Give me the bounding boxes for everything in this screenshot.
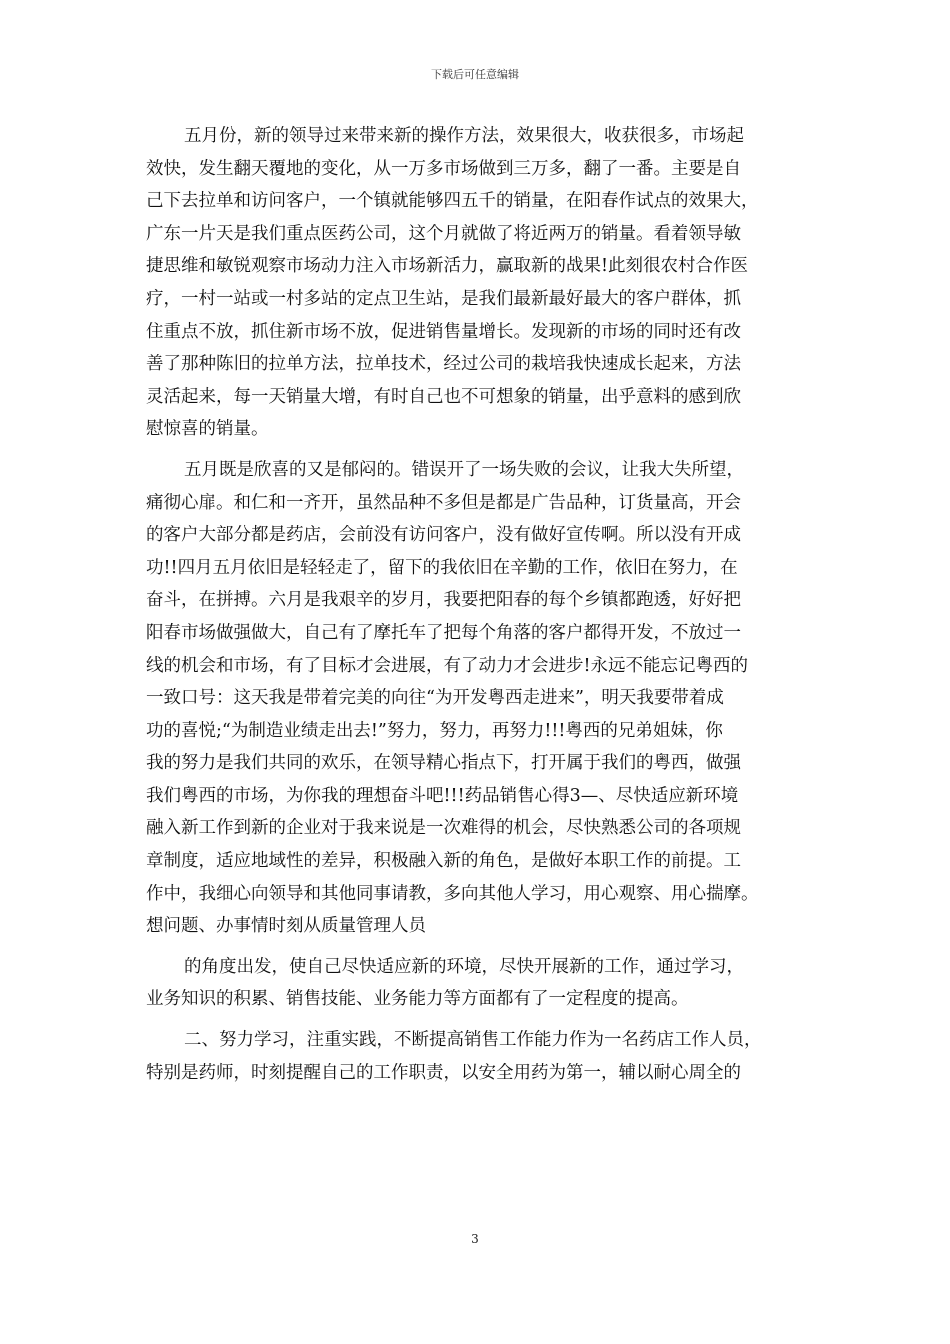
paragraph-line: 捷思维和敏锐观察市场动力注入市场新活力，赢取新的战果!此刻很农村合作医 xyxy=(146,256,749,277)
paragraph-line: 二、努力学习，注重实践，不断提高销售工作能力作为一名药店工作人员， xyxy=(184,1030,762,1051)
paragraph-line: 慰惊喜的销量。 xyxy=(146,419,269,440)
paragraph-line: 线的机会和市场，有了目标才会进展，有了动力才会进步!永远不能忘记粤西的 xyxy=(146,655,749,676)
paragraph-line: 广东一片天是我们重点医药公司，这个月就做了将近两万的销量。看着领导敏 xyxy=(146,223,741,244)
paragraph-line: 想问题、办事情时刻从质量管理人员 xyxy=(146,916,426,937)
page-header: 下载后可任意编辑 xyxy=(431,68,519,81)
paragraph-line: 融入新工作到新的企业对于我来说是一次难得的机会，尽快熟悉公司的各项规 xyxy=(146,818,741,839)
paragraph-line: 痛彻心扉。和仁和一齐开，虽然品种不多但是都是广告品种，订货量高，开会 xyxy=(146,492,741,513)
paragraph-line: 己下去拉单和访问客户，一个镇就能够四五千的销量，在阳春作试点的效果大， xyxy=(146,191,759,212)
paragraph-line: 我的努力是我们共同的欢乐，在领导精心指点下，打开属于我们的粤西，做强 xyxy=(146,753,741,774)
paragraph-line: 奋斗，在拼搏。六月是我艰辛的岁月，我要把阳春的每个乡镇都跑透，好好把 xyxy=(146,590,741,611)
paragraph-line: 住重点不放，抓住新市场不放，促进销售量增长。发现新的市场的同时还有改 xyxy=(146,321,741,342)
paragraph-line: 章制度，适应地域性的差异，积极融入新的角色，是做好本职工作的前提。工 xyxy=(146,851,741,872)
paragraph-line: 我们粤西的市场，为你我的理想奋斗吧!!!药品销售心得3—、尽快适应新环境 xyxy=(146,785,739,806)
paragraph-line: 五月份，新的领导过来带来新的操作方法，效果很大，收获很多，市场起 xyxy=(184,126,744,146)
paragraph xyxy=(146,120,810,446)
paragraph-line: 的角度出发，使自己尽快适应新的环境，尽快开展新的工作，通过学习， xyxy=(184,956,744,977)
paragraph-gap xyxy=(146,1016,810,1024)
document-body xyxy=(146,120,810,1089)
paragraph-line: 功!!四月五月依旧是轻轻走了，留下的我依旧在辛勤的工作，依旧在努力，在 xyxy=(146,557,738,578)
paragraph-line: 的客户大部分都是药店，会前没有访问客户，没有做好宣传啊。所以没有开成 xyxy=(146,525,741,546)
paragraph-line: 疗，一村一站或一村多站的定点卫生站，是我们最新最好最大的客户群体，抓 xyxy=(146,288,741,309)
paragraph-line: 作中，我细心向领导和其他同事请教，多向其他人学习，用心观察、用心揣摩。 xyxy=(146,883,759,904)
paragraph-line: 效快，发生翻天覆地的变化，从一万多市场做到三万多，翻了一番。主要是自 xyxy=(146,158,741,179)
paragraph-line: 善了那种陈旧的拉单方法，拉单技术，经过公司的栽培我快速成长起来，方法 xyxy=(146,354,741,375)
paragraph xyxy=(146,454,810,943)
paragraph-line: 阳春市场做强做大，自己有了摩托车了把每个角落的客户都得开发，不放过一 xyxy=(146,622,741,643)
paragraph xyxy=(146,951,810,1016)
paragraph-line: 业务知识的积累、销售技能、业务能力等方面都有了一定程度的提高。 xyxy=(146,989,689,1010)
paragraph-line: 灵活起来，每一天销量大增，有时自己也不可想象的销量，出乎意料的感到欣 xyxy=(146,386,741,407)
paragraph-gap xyxy=(146,943,810,951)
paragraph xyxy=(146,1024,810,1089)
paragraph-line: 特别是药师，时刻提醒自己的工作职责，以安全用药为第一，辅以耐心周全的 xyxy=(146,1062,741,1083)
paragraph-line: 五月既是欣喜的又是郁闷的。错误开了一场失败的会议，让我大失所望， xyxy=(184,459,744,480)
paragraph-gap xyxy=(146,446,810,454)
page-number: 3 xyxy=(471,1232,479,1246)
paragraph-line: 功的喜悦;“为制造业绩走出去!”努力，努力，再努力!!!粤西的兄弟姐妹，你 xyxy=(146,720,723,741)
paragraph-line: 一致口号：这天我是带着完美的向往“为开发粤西走进来”，明天我要带着成 xyxy=(146,688,724,709)
